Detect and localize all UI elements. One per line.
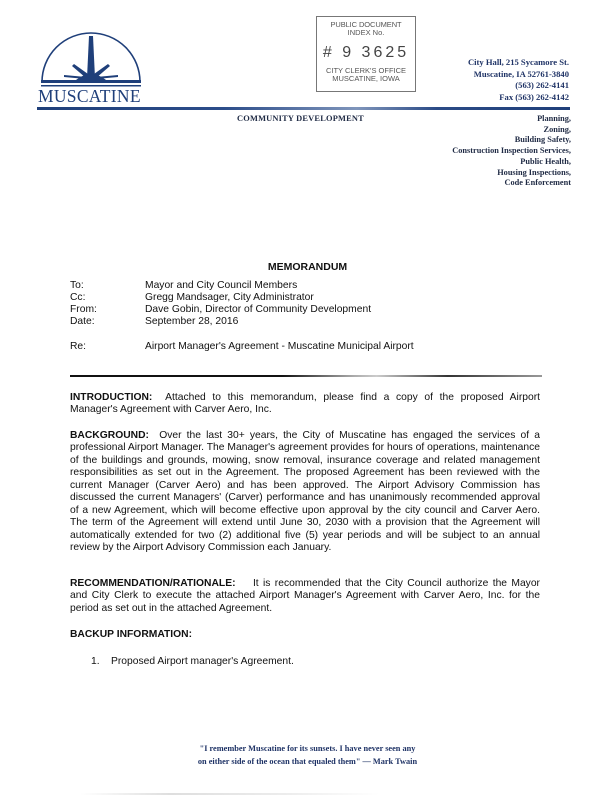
service-item: Public Health, [520,156,571,166]
background-section [70,430,540,555]
field-label: To: [70,280,84,291]
service-item: Zoning, [543,124,571,134]
field-value: Gregg Mandsager, City Administrator [145,292,314,303]
service-item: Planning, [537,114,571,123]
service-item: Code Enforcement [504,178,571,188]
quote-line: "I remember Muscatine for its sunsets. I have never seen any [199,744,416,753]
section-text: Attached to this memorandum, please find a copy of the proposed Airport Manager's Agreement with Carver Aero, Inc. [70,392,540,416]
logo-wordmark: MUSCATINE [38,86,141,106]
field-value: Airport Manager's Agreement - Muscatine Municipal Airport [145,341,414,352]
field-value: September 28, 2016 [145,316,239,327]
section-heading: INTRODUCTION: [70,392,153,403]
service-item: Housing Inspections, [497,167,571,177]
address-line: City Hall, 215 Sycamore St. [467,57,569,67]
service-item: Construction Inspection Services, [452,146,571,156]
section-heading: RECOMMENDATION/RATIONALE: [70,578,236,589]
stamp-line1: PUBLIC DOCUMENT [330,20,402,29]
stamp-line4: MUSCATINE, IOWA [332,74,400,83]
field-value: Mayor and City Council Members [145,280,298,291]
field-value: Dave Gobin, Director of Community Development [145,304,372,315]
list-text: Proposed Airport manager's Agreement. [111,656,294,667]
field-label: From: [70,304,97,315]
field-label: Cc: [70,292,86,303]
section-text: It is recommended that the City Council authorize the Mayor and City Clerk to execute the attached Airport Manager's Agreement with Carver Aero, Inc. for the period as set out in the attached Agreement. [70,578,540,614]
field-label: Re: [70,341,87,352]
field-label: Date: [70,316,95,327]
list-number: 1. [91,656,100,667]
muscatine-logo-icon [36,30,146,90]
introduction-section [70,392,540,417]
city-hall-address [468,57,569,103]
quote-line: on either side of the ocean that equaled them" — Mark Twain [197,756,418,766]
stamp-line2: INDEX No. [347,28,385,37]
fax-number: Fax (563) 262-4142 [499,91,569,102]
section-text: Over the last 30+ years, the City of Muscatine has engaged the services of a professional Airport Manager. The Manager's agreement provides for hours of operations, maintenance of the buildings and grounds, mowing, snow removal, insurance coverage and related management responsibilities as set out in the Agreement. The proposed Agreement has been reviewed with the current Manager (Carver Aero) and has been approved. The Airport Advisory Commission has discussed the current Managers' (Carver) performance and has unanimously recommended approval of a new Agreement, which will become effective upon approval by the city council and Carver Aero. The term of the Agreement will extend until June 30, 2030 with a provision that the Agreement will automatically extended for two (2) additional five (5) year periods and will be subject to an annual review by the Airport Advisory Commission each January. [70,430,540,554]
stamp-line3: CITY CLERK'S OFFICE [325,66,407,75]
stamp-index-number: # 9 3625 [322,44,410,61]
memo-title: MEMORANDUM [267,261,348,273]
scan-artifact [80,793,380,795]
address-line: Muscatine, IA 52761-3840 [473,68,569,79]
footer-quote [0,743,615,768]
phone-number: (563) 262-4141 [515,80,569,90]
header-divider [70,375,542,377]
letterhead-rule [37,107,570,110]
department-name: COMMUNITY DEVELOPMENT [237,114,364,123]
public-document-stamp [316,16,416,92]
service-item: Building Safety, [514,135,571,145]
recommendation-section [70,578,540,615]
section-heading: BACKUP INFORMATION: [70,629,193,640]
backup-section [70,629,540,641]
section-heading: BACKGROUND: [70,430,149,441]
services-list [452,114,571,189]
